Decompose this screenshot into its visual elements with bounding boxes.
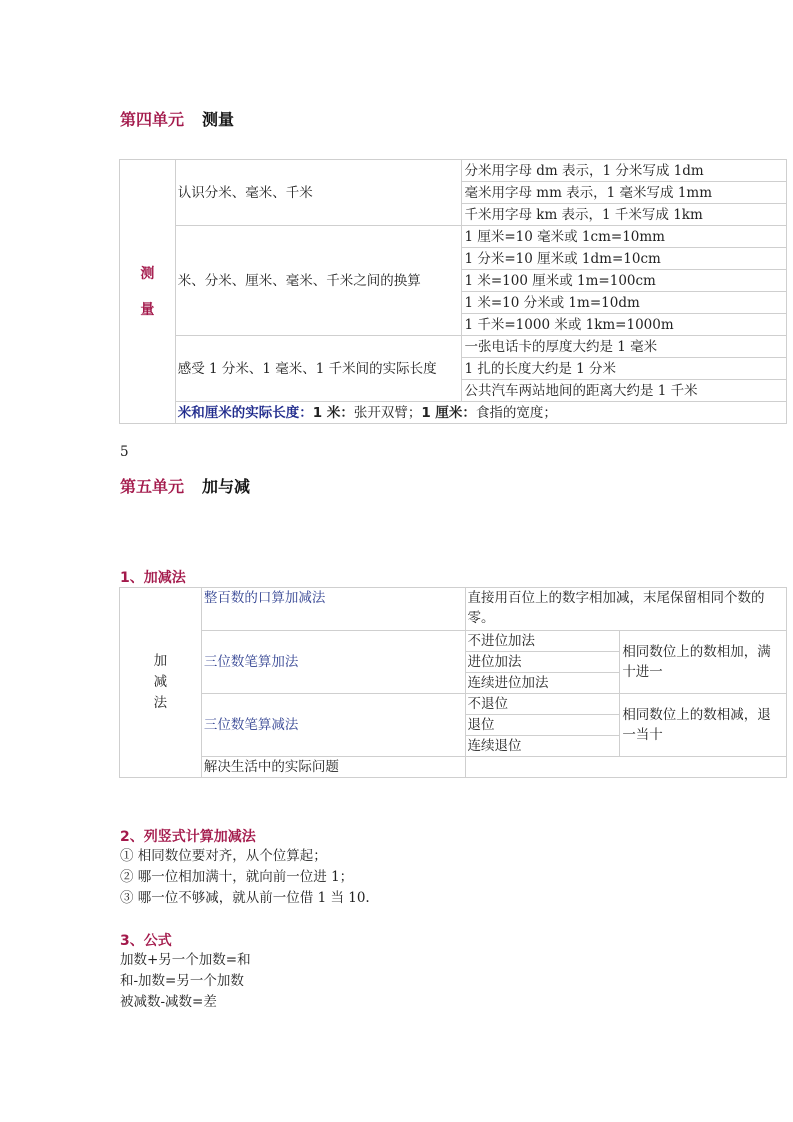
addsub-table — [119, 587, 787, 778]
centimeter-label: 1 厘米： — [421, 404, 476, 421]
row-label-hundreds: 整百数的口算加减法 — [201, 588, 465, 631]
measurement-table — [119, 159, 787, 424]
table-cell: 分米用字母 dm 表示，1 分米写成 1dm — [462, 160, 787, 182]
table-cell: 进位加法 — [465, 652, 620, 673]
unit5-topic: 加与减 — [202, 477, 251, 496]
table-cell: 不进位加法 — [465, 631, 620, 652]
table-cell: 毫米用字母 mm 表示，1 毫米写成 1mm — [462, 182, 787, 204]
group-label-units: 认识分米、毫米、千米 — [175, 160, 462, 226]
section-2-list — [120, 846, 370, 909]
vertical-char: 量 — [140, 301, 155, 318]
section-3-list — [120, 950, 251, 1013]
unit4-topic: 测量 — [202, 110, 235, 129]
formula-item: 被减数-减数=差 — [120, 994, 217, 1010]
vertical-char: 加 — [153, 653, 168, 669]
measurement-vertical-label — [120, 160, 176, 424]
page-number: 5 — [120, 444, 129, 460]
unit5-heading — [120, 474, 250, 497]
table-cell: 退位 — [465, 715, 620, 736]
row-label-real-problems: 解决生活中的实际问题 — [201, 757, 465, 778]
table-cell-empty — [465, 757, 787, 778]
unit5-number: 第五单元 — [120, 477, 185, 496]
table-cell: 连续进位加法 — [465, 673, 620, 694]
table-cell: 1 米=100 厘米或 1m=100cm — [462, 270, 787, 292]
row-label-written-addition: 三位数笔算加法 — [201, 631, 465, 694]
table-cell: 公共汽车两站地间的距离大约是 1 千米 — [462, 380, 787, 402]
subtraction-rule: 相同数位上的数相减，退一当十 — [620, 694, 787, 757]
table-cell: 1 分米=10 厘米或 1dm=10cm — [462, 248, 787, 270]
group-label-feeling: 感受 1 分米、1 毫米、1 千米间的实际长度 — [175, 336, 462, 402]
hundreds-rule: 直接用百位上的数字相加减，末尾保留相同个数的零。 — [465, 588, 787, 631]
section-2-title: 2、列竖式计算加减法 — [120, 829, 256, 845]
meter-text: 张开双臂； — [353, 404, 422, 421]
actual-length-row — [175, 402, 786, 424]
vertical-char: 测 — [140, 265, 155, 282]
section-1-title: 1、加减法 — [120, 570, 186, 586]
list-item: ③ 哪一位不够减，就从前一位借 1 当 10. — [120, 890, 370, 906]
formula-item: 加数+另一个加数=和 — [120, 952, 251, 968]
vertical-char: 法 — [153, 695, 168, 711]
section-3-title: 3、公式 — [120, 933, 172, 949]
unit4-number: 第四单元 — [120, 110, 185, 129]
table-cell: 一张电话卡的厚度大约是 1 毫米 — [462, 336, 787, 358]
table-cell: 连续退位 — [465, 736, 620, 757]
meter-label: 1 米： — [312, 404, 354, 421]
formula-item: 和-加数=另一个加数 — [120, 973, 244, 989]
centimeter-text: 食指的宽度； — [475, 404, 557, 421]
vertical-char: 减 — [153, 674, 168, 690]
group-label-conversion: 米、分米、厘米、毫米、千米之间的换算 — [175, 226, 462, 336]
table-cell: 1 千米=1000 米或 1km=1000m — [462, 314, 787, 336]
row-label-written-subtraction: 三位数笔算减法 — [201, 694, 465, 757]
addsub-vertical-label — [120, 588, 202, 778]
unit4-heading — [120, 107, 234, 130]
addition-rule: 相同数位上的数相加，满十进一 — [620, 631, 787, 694]
table-cell: 千米用字母 km 表示，1 千米写成 1km — [462, 204, 787, 226]
table-cell: 1 扎的长度大约是 1 分米 — [462, 358, 787, 380]
list-item: ② 哪一位相加满十，就向前一位进 1； — [120, 869, 354, 885]
table-cell: 不退位 — [465, 694, 620, 715]
table-cell: 1 米=10 分米或 1m=10dm — [462, 292, 787, 314]
actual-length-title: 米和厘米的实际长度： — [177, 404, 313, 421]
table-cell: 1 厘米=10 毫米或 1cm=10mm — [462, 226, 787, 248]
list-item: ① 相同数位要对齐，从个位算起； — [120, 848, 327, 864]
